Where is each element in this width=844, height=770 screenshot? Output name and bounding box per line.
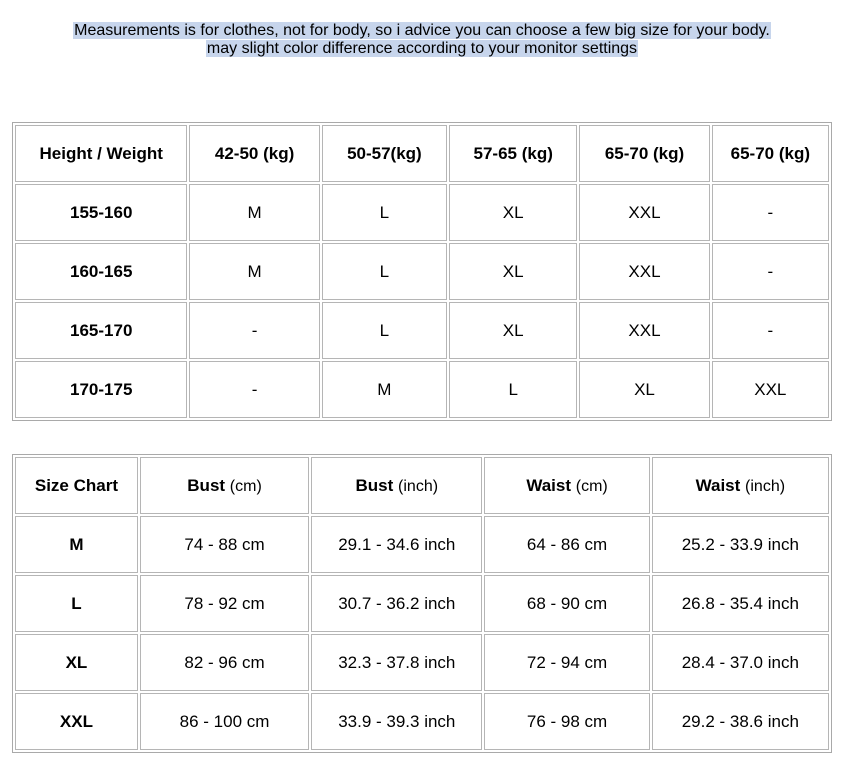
measurement-cell: 78 - 92 cm xyxy=(140,575,309,632)
size-cell: - xyxy=(712,302,829,359)
size-cell: XL xyxy=(449,184,577,241)
measurement-cell: 29.2 - 38.6 inch xyxy=(652,693,829,750)
measurement-cell: 30.7 - 36.2 inch xyxy=(311,575,482,632)
measurement-cell: 82 - 96 cm xyxy=(140,634,309,691)
body-measurement-table xyxy=(12,454,832,753)
header-name: Bust xyxy=(187,475,226,495)
table-row xyxy=(15,634,829,691)
header-unit: (cm) xyxy=(229,477,262,495)
size-cell: - xyxy=(712,243,829,300)
header-name: Size Chart xyxy=(34,475,119,495)
header-cell xyxy=(140,457,309,514)
size-cell: XL xyxy=(449,302,577,359)
header-cell: 42-50 (kg) xyxy=(189,125,319,182)
measurement-cell: 86 - 100 cm xyxy=(140,693,309,750)
measurement-cell: 26.8 - 35.4 inch xyxy=(652,575,829,632)
size-cell: L xyxy=(322,184,447,241)
size-cell: L xyxy=(15,575,138,632)
size-cell: XL xyxy=(579,361,709,418)
header-name: Bust xyxy=(355,475,394,495)
size-cell: L xyxy=(322,302,447,359)
table-row xyxy=(15,575,829,632)
measurement-notice xyxy=(0,22,844,58)
header-unit: (cm) xyxy=(575,477,608,495)
header-cell: 65-70 (kg) xyxy=(579,125,709,182)
notice-line-1: Measurements is for clothes, not for body, so i advice you can choose a few big size for your body. xyxy=(74,22,770,39)
measurement-cell: 32.3 - 37.8 inch xyxy=(311,634,482,691)
measurement-cell: 76 - 98 cm xyxy=(484,693,649,750)
height-cell: 165-170 xyxy=(15,302,187,359)
table-row xyxy=(15,243,829,300)
header-cell: 57-65 (kg) xyxy=(449,125,577,182)
measurement-cell: 29.1 - 34.6 inch xyxy=(311,516,482,573)
measurement-cell: 72 - 94 cm xyxy=(484,634,649,691)
size-cell: - xyxy=(189,302,319,359)
header-cell: Height / Weight xyxy=(15,125,187,182)
size-cell: L xyxy=(322,243,447,300)
measurement-cell: 25.2 - 33.9 inch xyxy=(652,516,829,573)
table-row xyxy=(15,361,829,418)
size-cell: XXL xyxy=(712,361,829,418)
size-cell: XXL xyxy=(579,302,709,359)
height-cell: 170-175 xyxy=(15,361,187,418)
measurement-cell: 68 - 90 cm xyxy=(484,575,649,632)
size-cell: M xyxy=(15,516,138,573)
header-unit: (inch) xyxy=(745,477,786,495)
height-weight-size-table xyxy=(12,122,832,421)
size-cell: - xyxy=(189,361,319,418)
size-cell: XXL xyxy=(579,184,709,241)
header-cell xyxy=(652,457,829,514)
header-unit: (inch) xyxy=(398,477,439,495)
header-cell xyxy=(15,457,138,514)
table-header-row xyxy=(15,457,829,514)
measurement-cell: 64 - 86 cm xyxy=(484,516,649,573)
header-cell: 50-57(kg) xyxy=(322,125,447,182)
size-cell: L xyxy=(449,361,577,418)
header-name: Waist xyxy=(526,475,572,495)
measurement-cell: 33.9 - 39.3 inch xyxy=(311,693,482,750)
table-header-row xyxy=(15,125,829,182)
height-cell: 155-160 xyxy=(15,184,187,241)
size-cell: XXL xyxy=(15,693,138,750)
measurement-cell: 28.4 - 37.0 inch xyxy=(652,634,829,691)
table-row xyxy=(15,516,829,573)
size-cell: M xyxy=(322,361,447,418)
size-cell: M xyxy=(189,243,319,300)
table-row xyxy=(15,184,829,241)
table-row xyxy=(15,302,829,359)
header-cell: 65-70 (kg) xyxy=(712,125,829,182)
notice-line-2: may slight color difference according to your monitor settings xyxy=(206,40,638,57)
header-cell xyxy=(484,457,649,514)
header-name: Waist xyxy=(695,475,741,495)
size-cell: XL xyxy=(15,634,138,691)
size-cell: - xyxy=(712,184,829,241)
measurement-cell: 74 - 88 cm xyxy=(140,516,309,573)
header-cell xyxy=(311,457,482,514)
table-row xyxy=(15,693,829,750)
size-cell: XXL xyxy=(579,243,709,300)
height-cell: 160-165 xyxy=(15,243,187,300)
size-cell: XL xyxy=(449,243,577,300)
size-cell: M xyxy=(189,184,319,241)
